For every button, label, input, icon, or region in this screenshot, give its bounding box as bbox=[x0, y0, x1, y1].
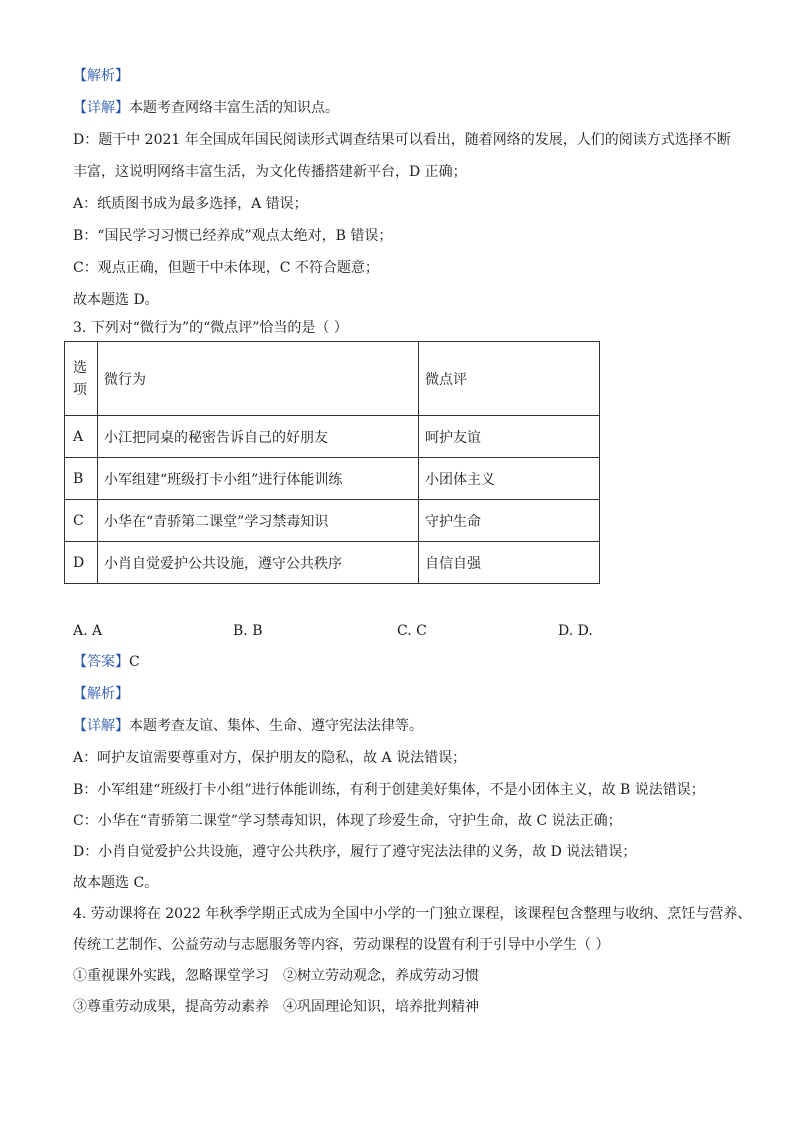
row-option-cell: A bbox=[65, 416, 98, 458]
row-option-cell: C bbox=[65, 500, 98, 542]
row-behavior-cell: 小军组建“班级打卡小组”进行体能训练 bbox=[98, 458, 419, 500]
statement-row-2 bbox=[73, 997, 479, 1017]
question-4-stem-line2: 传统工艺制作、公益劳动与志愿服务等内容，劳动课程的设置有利于引导中小学生（ ） bbox=[73, 937, 610, 953]
detail-text: 本题考查友谊、集体、生命、遵守宪法法律等。 bbox=[129, 718, 423, 734]
detail-text: 本题考查网络丰富生活的知识点。 bbox=[129, 100, 339, 116]
row-comment-cell: 小团体主义 bbox=[419, 458, 600, 500]
table-header-row bbox=[65, 342, 600, 416]
detail-line bbox=[73, 716, 423, 736]
analysis-tag: 【解析】 bbox=[73, 68, 129, 84]
detail-tag: 【详解】 bbox=[73, 100, 129, 116]
row-comment-cell: 呵护友谊 bbox=[419, 416, 600, 458]
answer-value: C bbox=[129, 654, 140, 670]
option-b-explanation: B：“国民学习习惯已经养成”观点太绝对，B 错误； bbox=[73, 228, 393, 244]
statement-2: ②树立劳动观念，养成劳动习惯 bbox=[283, 968, 479, 984]
question-4-stem-line1: 4. 劳动课将在 2022 年秋季学期正式成为全国中小学的一门独立课程，该课程包含整理与收纳、烹饪与营养、 bbox=[73, 906, 752, 922]
row-comment-cell: 自信自强 bbox=[419, 542, 600, 584]
row-behavior-cell: 小华在“青骄第二课堂”学习禁毒知识 bbox=[98, 500, 419, 542]
statement-3: ③尊重劳动成果，提高劳动素养 bbox=[73, 999, 269, 1015]
option-d-explanation-line1: D：题干中 2021 年全国成年国民阅读形式调查结果可以看出，随着网络的发展，人们的阅读方式选择不断 bbox=[73, 132, 731, 148]
row-option-cell: B bbox=[65, 458, 98, 500]
option-c-explanation: C：小华在“青骄第二课堂”学习禁毒知识，体现了珍爱生命，守护生命，故 C 说法正确； bbox=[73, 813, 622, 829]
option-a-explanation: A：纸质图书成为最多选择，A 错误； bbox=[73, 196, 308, 212]
option-b-explanation: B：小军组建“班级打卡小组”进行体能训练，有利于创建美好集体，不是小团体主义，故 B 说法错误； bbox=[73, 782, 705, 798]
conclusion: 故本题选 D。 bbox=[73, 292, 159, 308]
header-comment-cell: 微点评 bbox=[419, 342, 600, 416]
conclusion: 故本题选 C。 bbox=[73, 875, 159, 891]
header-behavior-cell: 微行为 bbox=[98, 342, 419, 416]
analysis-tag: 【解析】 bbox=[73, 686, 129, 702]
answer-line bbox=[73, 652, 140, 672]
table-row bbox=[65, 500, 600, 542]
row-behavior-cell: 小肖自觉爱护公共设施，遵守公共秩序 bbox=[98, 542, 419, 584]
statement-row-1 bbox=[73, 966, 479, 986]
statement-4: ④巩固理论知识，培养批判精神 bbox=[283, 999, 479, 1015]
choice-b: B. B bbox=[233, 623, 263, 639]
detail-tag: 【详解】 bbox=[73, 718, 129, 734]
statement-1: ①重视课外实践，忽略课堂学习 bbox=[73, 968, 269, 984]
table-row bbox=[65, 542, 600, 584]
answer-tag: 【答案】 bbox=[73, 654, 129, 670]
row-comment-cell: 守护生命 bbox=[419, 500, 600, 542]
choice-a: A. A bbox=[73, 623, 103, 639]
option-a-explanation: A：呵护友谊需要尊重对方，保护朋友的隐私，故 A 说法错误； bbox=[73, 750, 467, 766]
option-c-explanation: C：观点正确，但题干中未体现，C 不符合题意； bbox=[73, 260, 379, 276]
question-3-stem: 3. 下列对“微行为”的“微点评”恰当的是（ ） bbox=[73, 320, 348, 336]
option-d-explanation: D：小肖自觉爱护公共设施，遵守公共秩序，履行了遵守宪法法律的义务，故 D 说法错误； bbox=[73, 844, 637, 860]
header-option-cell: 选 项 bbox=[65, 342, 98, 416]
option-d-explanation-line2: 丰富，这说明网络丰富生活，为文化传播搭建新平台，D 正确； bbox=[73, 164, 467, 180]
table-row bbox=[65, 416, 600, 458]
row-behavior-cell: 小江把同桌的秘密告诉自己的好朋友 bbox=[98, 416, 419, 458]
choice-c: C. C bbox=[397, 623, 427, 639]
table-row bbox=[65, 458, 600, 500]
row-option-cell: D bbox=[65, 542, 98, 584]
detail-line bbox=[73, 98, 339, 118]
choice-d: D. D. bbox=[558, 623, 593, 639]
question-3-table bbox=[64, 341, 600, 584]
